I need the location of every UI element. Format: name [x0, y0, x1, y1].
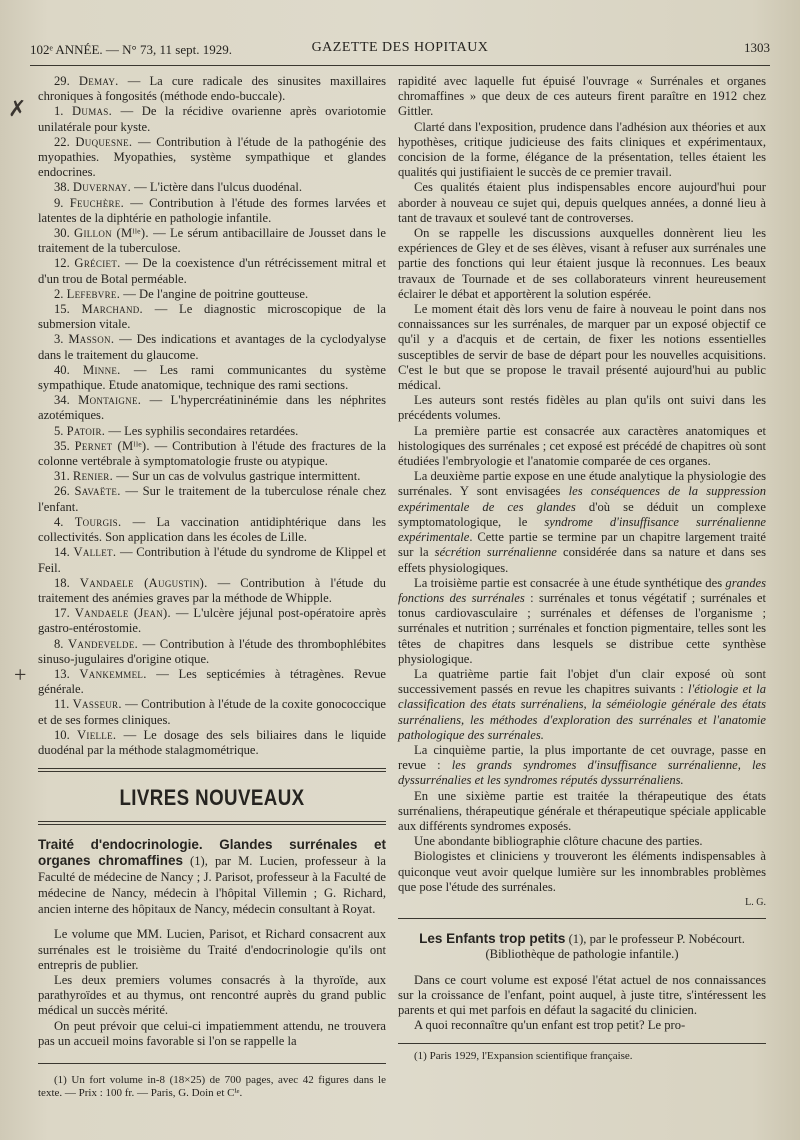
- entry-number: 29.: [54, 74, 70, 88]
- review-paragraph: Une abondante bibliographie clôture chacune des parties.: [414, 834, 703, 849]
- entry-number: 2.: [54, 286, 64, 301]
- author-name: Duquesne.: [75, 134, 133, 149]
- book-note-ref: (1): [190, 854, 205, 869]
- author-name: Vasseur.: [72, 697, 122, 712]
- issue-info: 102ᵉ ANNÉE. — N° 73, 11 sept. 1929.: [30, 42, 232, 57]
- thesis-title: — Contribution à l'étude des thrombophlébites sinuso-jugulaires d'origine otique.: [38, 636, 386, 666]
- thesis-title: — De la récidive ovarienne après ovariotomie unilatérale pour kyste.: [38, 104, 386, 134]
- thesis-entry: [38, 439, 386, 469]
- author-name: Marchand.: [81, 302, 144, 317]
- author-name: Demay.: [78, 74, 119, 88]
- author-name: Vandaele (Augustin).: [79, 575, 208, 590]
- footnote-rule: [398, 1043, 766, 1044]
- thesis-title: — Le sérum antibacillaire de Jousset dans le traitement de la tuberculose.: [38, 226, 386, 256]
- review-paragraph: Le volume que MM. Lucien, Parisot, et Richard consacrent aux surrénales est le troisième du Traité d'endocrinologie qu'ils ont entrepris de publier.: [38, 927, 386, 972]
- thesis-title: — Sur le traitement de la tuberculose rénale chez l'enfant.: [38, 484, 386, 514]
- thesis-title: — La vaccination antidiphtérique dans les collectivités. Son application dans les écoles de Lille.: [38, 514, 387, 545]
- thesis-entry: [38, 74, 386, 104]
- review-paragraph: Les deux premiers volumes consacrés à la thyroïde, aux parathyroïdes et au thymus, ont rencontré auprès du grand public médical un succès mérité.: [38, 972, 386, 1018]
- review-paragraph: Ces qualités étaient plus indispensables encore aujourd'hui pour aborder à nouveau ce sujet qui, depuis quelques années, a donné lieu à tant de travaux et soulevé tant de controverses.: [398, 180, 766, 225]
- thesis-entry: [38, 104, 386, 134]
- review-paragraph: On peut prévoir que celui-ci impatiemment attendu, ne trouvera pas un accueil moins favorable si l'on se rappelle la: [38, 1018, 386, 1048]
- italic-run: sécrétion surrénalienne: [434, 545, 557, 560]
- entry-number: 11.: [54, 697, 70, 712]
- thesis-entry: [38, 637, 386, 667]
- text-run: considérée dans sa nature et dans ses effets physiologiques.: [398, 545, 766, 575]
- review-paragraph: Le moment était dès lors venu de faire à nouveau le point dans nos connaissances sur les surrénales, de marquer par un exposé objectif ce qu'il y a d'acquis et de certain, de fixer les notions essentielles susceptibles de servir de base de départ pour les nouvelles acquisitions. C'est le but que se propose le travail présenté aujourd'hui au public médical.: [398, 302, 766, 393]
- review-signature: L. G.: [745, 896, 766, 908]
- thesis-entry: [38, 728, 386, 758]
- thesis-entry: [38, 287, 386, 302]
- author-name: Montaigne.: [78, 393, 142, 408]
- italic-run: l'étiologie et la classification des états surrénaliens, la séméiologie générale des états surrénaliens, les méthodes d'exploration des surrénales et l'anatomie pathologique des surrénales.: [398, 682, 766, 742]
- thesis-entry: [38, 135, 386, 181]
- thesis-title: — Le diagnostic microscopique de la submersion vitale.: [38, 302, 386, 332]
- entry-number: 10.: [54, 727, 70, 742]
- author-name: Vandevelde.: [68, 636, 139, 651]
- entry-number: 12.: [54, 256, 70, 271]
- header-rule: [30, 65, 770, 66]
- thesis-title: — Contribution à l'étude du traitement des anémies graves par la méthode de Whipple.: [38, 575, 386, 605]
- thesis-title: — La cure radicale des sinusites maxillaires chroniques à fongosités (méthode endo-buccale).: [38, 74, 386, 104]
- footnote: (1) Un fort volume in-8 (18×25) de 700 pages, avec 42 figures dans le texte. — Prix : 100 fr. — Paris, G. Doin et Cⁱᵉ.: [38, 1073, 386, 1099]
- thesis-entry: [38, 697, 386, 727]
- thesis-entry: [38, 606, 386, 636]
- entry-number: 14.: [54, 545, 70, 560]
- section-divider: [38, 821, 386, 825]
- thesis-title: — Des indications et avantages de la cyclodyalyse dans le traitement du glaucome.: [38, 332, 386, 362]
- margin-cross-mark: ✗: [8, 96, 27, 121]
- thesis-entry: [38, 484, 386, 514]
- text-run: : surrénales et tonus végétatif ; surrénales et tonus cardiovasculaire ; surrénales et défenses de l'organisme ; surrénales et nutrition ; surrénales et fonction pigmentaire, telles sont les têtes de chapitres dans lesquels se distribue cette synthèse physiologique.: [398, 590, 767, 666]
- book-title: Les Enfants trop petits: [419, 931, 566, 947]
- thesis-entry: [38, 256, 386, 286]
- entry-number: 30.: [54, 226, 70, 241]
- entry-number: 18.: [54, 575, 70, 590]
- entry-number: 17.: [54, 606, 70, 621]
- right-column: [398, 74, 766, 1063]
- thesis-entry: [38, 332, 386, 362]
- author-name: Vielle.: [77, 727, 117, 742]
- book-series: (Bibliothèque de pathologie infantile.): [485, 947, 679, 962]
- footnote-rule: [38, 1063, 386, 1064]
- review-paragraph: En une sixième partie est traitée la thérapeutique des états surrénaliens, thérapeutique générale et thérapeutique spéciale applicable aux différents syndromes exposés.: [398, 788, 766, 833]
- thesis-title: — Contribution à l'étude de la pathogénie des myopathies. Myopathies, système sympathique et glandes endocrines.: [38, 134, 387, 180]
- review-paragraph: [398, 576, 766, 667]
- author-name: Duvernay.: [72, 180, 132, 195]
- thesis-title: — Les septicémies à tétragènes. Revue générale.: [38, 666, 387, 697]
- thesis-title: — Contribution à l'étude des fractures de la colonne vertébrale à symptomatologie fruste ou atypique.: [38, 438, 387, 469]
- thesis-entry: [38, 515, 386, 545]
- section-title: LIVRES NOUVEAUX: [119, 785, 305, 811]
- thesis-title: — Contribution à l'étude des formes larvées et latentes de la diphtérie en pathologie infantile.: [38, 195, 386, 225]
- author-name: Patoir.: [66, 423, 106, 438]
- author-name: Vankemmel.: [79, 666, 147, 681]
- thesis-entry: [38, 667, 386, 697]
- review-paragraph: rapidité avec laquelle fut épuisé l'ouvrage « Surrénales et organes chromaffines » que deux de ces auteurs firent paraître en 1912 chez Gittler.: [398, 74, 766, 119]
- thesis-title: — L'ulcère jéjunal post-opératoire après gastro-entérostomie.: [38, 606, 387, 636]
- review-paragraph: [398, 667, 766, 743]
- author-name: Savaëte.: [74, 484, 121, 499]
- thesis-title: — De la coexistence d'un rétrécissement mitral et d'un trou de Botal perméable.: [38, 256, 386, 286]
- entry-number: 13.: [54, 666, 70, 681]
- author-name: Dumas.: [72, 104, 113, 119]
- page-number: 1303: [744, 40, 770, 55]
- review-paragraph: Les auteurs sont restés fidèles au plan qu'ils ont suivi dans les précédents volumes.: [398, 393, 766, 423]
- book-authors: , par le professeur P. Nobécourt.: [583, 932, 745, 947]
- thesis-title: — Le dosage des sels biliaires dans le liquide duodénal par la méthode stalagmométrique.: [38, 727, 386, 757]
- author-name: Masson.: [68, 332, 115, 347]
- review-paragraph: Biologistes et cliniciens y trouveront les éléments indispensables à quiconque veut avoir quelque lumière sur les innombrables problèmes que pose l'étude des surrénales.: [398, 849, 766, 894]
- entry-number: 9.: [54, 195, 64, 210]
- text-run: La deuxième partie expose en une étude analytique la physiologie des surrénales. Y sont envisagées: [398, 469, 766, 499]
- thesis-list: [38, 74, 386, 758]
- entry-number: 35.: [54, 438, 70, 453]
- footnote: (1) Paris 1929, l'Expansion scientifique française.: [414, 1050, 633, 1063]
- author-name: Gréciet.: [74, 256, 121, 271]
- thesis-entry: [38, 576, 386, 606]
- thesis-title: — Les rami communicantes du système sympathique. Etude anatomique, technique des rami sections.: [38, 362, 387, 393]
- thesis-entry: [38, 424, 386, 439]
- thesis-title: — L'ictère dans l'ulcus duodénal.: [131, 180, 303, 195]
- entry-number: 40.: [54, 362, 70, 377]
- author-name: Vallet.: [73, 545, 117, 560]
- entry-number: 34.: [54, 393, 70, 408]
- author-name: Renier.: [72, 469, 114, 484]
- thesis-entry: [38, 302, 386, 332]
- spacer: [38, 917, 386, 927]
- author-name: Minne.: [82, 362, 121, 377]
- thesis-title: — L'hypercréatininémie dans les néphrites azotémiques.: [38, 393, 386, 423]
- page-header: [30, 40, 770, 62]
- text-run: d'où se déduit un complexe symptomatologique, le: [398, 499, 767, 529]
- author-name: Gillon (Mˡˡᵉ).: [74, 226, 149, 241]
- italic-run: syndrome d'insuffisance surrénalienne expérimentale: [398, 514, 767, 545]
- author-name: Vandaele (Jean).: [74, 606, 171, 621]
- entry-number: 26.: [54, 484, 70, 499]
- entry-number: 3.: [54, 332, 64, 347]
- entry-number: 38.: [54, 180, 70, 195]
- entry-number: 5.: [54, 423, 64, 438]
- thesis-title: — Contribution à l'étude du syndrome de Klippel et Feil.: [38, 545, 386, 575]
- entry-number: 31.: [54, 469, 70, 484]
- author-name: Feuchère.: [69, 195, 125, 210]
- thesis-entry: [38, 226, 386, 256]
- book-entry-heading: [38, 837, 386, 917]
- text-run: . Cette partie se termine par un chapitre largement traité sur la: [398, 530, 766, 560]
- italic-run: grandes fonctions des surrénales: [398, 575, 766, 605]
- book-note-ref: (1): [568, 932, 584, 947]
- author-name: Tourgis.: [74, 514, 122, 529]
- text-run: La troisième partie est consacrée à une étude synthétique des: [414, 575, 726, 590]
- margin-cross-mark: +: [14, 662, 27, 687]
- review-paragraph: [398, 743, 766, 789]
- journal-title: GAZETTE DES HOPITAUX: [311, 40, 489, 55]
- book-authors: , par M. Lucien, professeur à la Faculté de médecine de Nancy ; J. Parisot, professeur à la Faculté de médecine de Nancy, médecin à l'hôpital Villemin ; G. Richard, ancien interne des hôpitaux de Nancy, médecin consultant à Royat.: [38, 854, 386, 917]
- review-paragraph: [398, 469, 766, 575]
- section-divider: [38, 768, 386, 772]
- author-name: Lefebvre.: [66, 286, 121, 301]
- author-name: Pernet (Mˡˡᵉ).: [74, 438, 150, 453]
- entry-number: 1.: [54, 104, 64, 119]
- thesis-entry: [38, 469, 386, 484]
- review-paragraph: On se rappelle les discussions auxquelles donnèrent lieu les expériences de Gley et de ses élèves, visant à refuser aux surrénales une partie des fonctions qui leur étaient jusque là reconnues. Les beaux travaux de Tournade et de ses collaborateurs vinrent heureusement éclairer le débat et apportèrent la solution espérée.: [398, 226, 766, 301]
- review-paragraph: Dans ce court volume est exposé l'état actuel de nos connaissances sur la croissance de l'enfant, point auquel, à juste titre, s'intéressent les parents et qui met parfois en défaut la sagacité du clinicien.: [398, 972, 766, 1017]
- thesis-title: — Contribution à l'étude de la coxite gonococcique et de ses formes cliniques.: [38, 697, 386, 727]
- entry-number: 8.: [54, 636, 64, 651]
- thesis-title: — Les syphilis secondaires retardées.: [105, 423, 299, 438]
- thesis-entry: [38, 196, 386, 226]
- review-separator: [398, 918, 766, 919]
- review-paragraph: La première partie est consacrée aux caractères anatomiques et histologiques des surrénales ; cet exposé est précédé de chapitres où sont étudiées l'embryologie et l'anatomie comparée de ces organes.: [398, 423, 766, 469]
- thesis-title: — Sur un cas de volvulus gastrique intermittent.: [113, 469, 361, 484]
- text-run: La quatrième partie fait l'objet d'un clair exposé où sont successivement passés en revue les chapitres suivants :: [398, 666, 766, 697]
- book-entry-heading: [398, 931, 766, 962]
- review-paragraph: A quoi reconnaître qu'un enfant est trop petit? Le pro-: [414, 1018, 686, 1033]
- thesis-entry: [38, 545, 386, 575]
- thesis-entry: [38, 393, 386, 423]
- spacer: [398, 963, 766, 973]
- thesis-title: — De l'angine de poitrine goutteuse.: [120, 286, 309, 301]
- entry-number: 4.: [54, 514, 64, 529]
- left-column: [38, 74, 386, 1100]
- text-run: La cinquième partie, la plus importante de cet ouvrage, passe en revue :: [398, 742, 766, 773]
- thesis-entry: [38, 363, 386, 393]
- entry-number: 22.: [54, 134, 70, 149]
- book-title: Traité d'endocrinologie. Glandes surrénales et organes chromaffines: [38, 837, 386, 869]
- entry-number: 15.: [54, 302, 70, 317]
- review-paragraph: Clarté dans l'exposition, prudence dans l'adhésion aux théories et aux hypothèses, critique judicieuse des faits cliniques et expérimentaux, concision de la forme, élégance de la présentation, telles étaient les qualités qui justifiaient le succès de ce premier travail.: [398, 119, 766, 180]
- thesis-entry: [38, 180, 386, 195]
- italic-run: les conséquences de la suppression expérimentale de ces glandes: [398, 484, 766, 514]
- italic-run: les grands syndromes d'insuffisance surrénalienne, les dyssurrénalies et les syndromes réputés dyssurrénaliens.: [398, 758, 767, 788]
